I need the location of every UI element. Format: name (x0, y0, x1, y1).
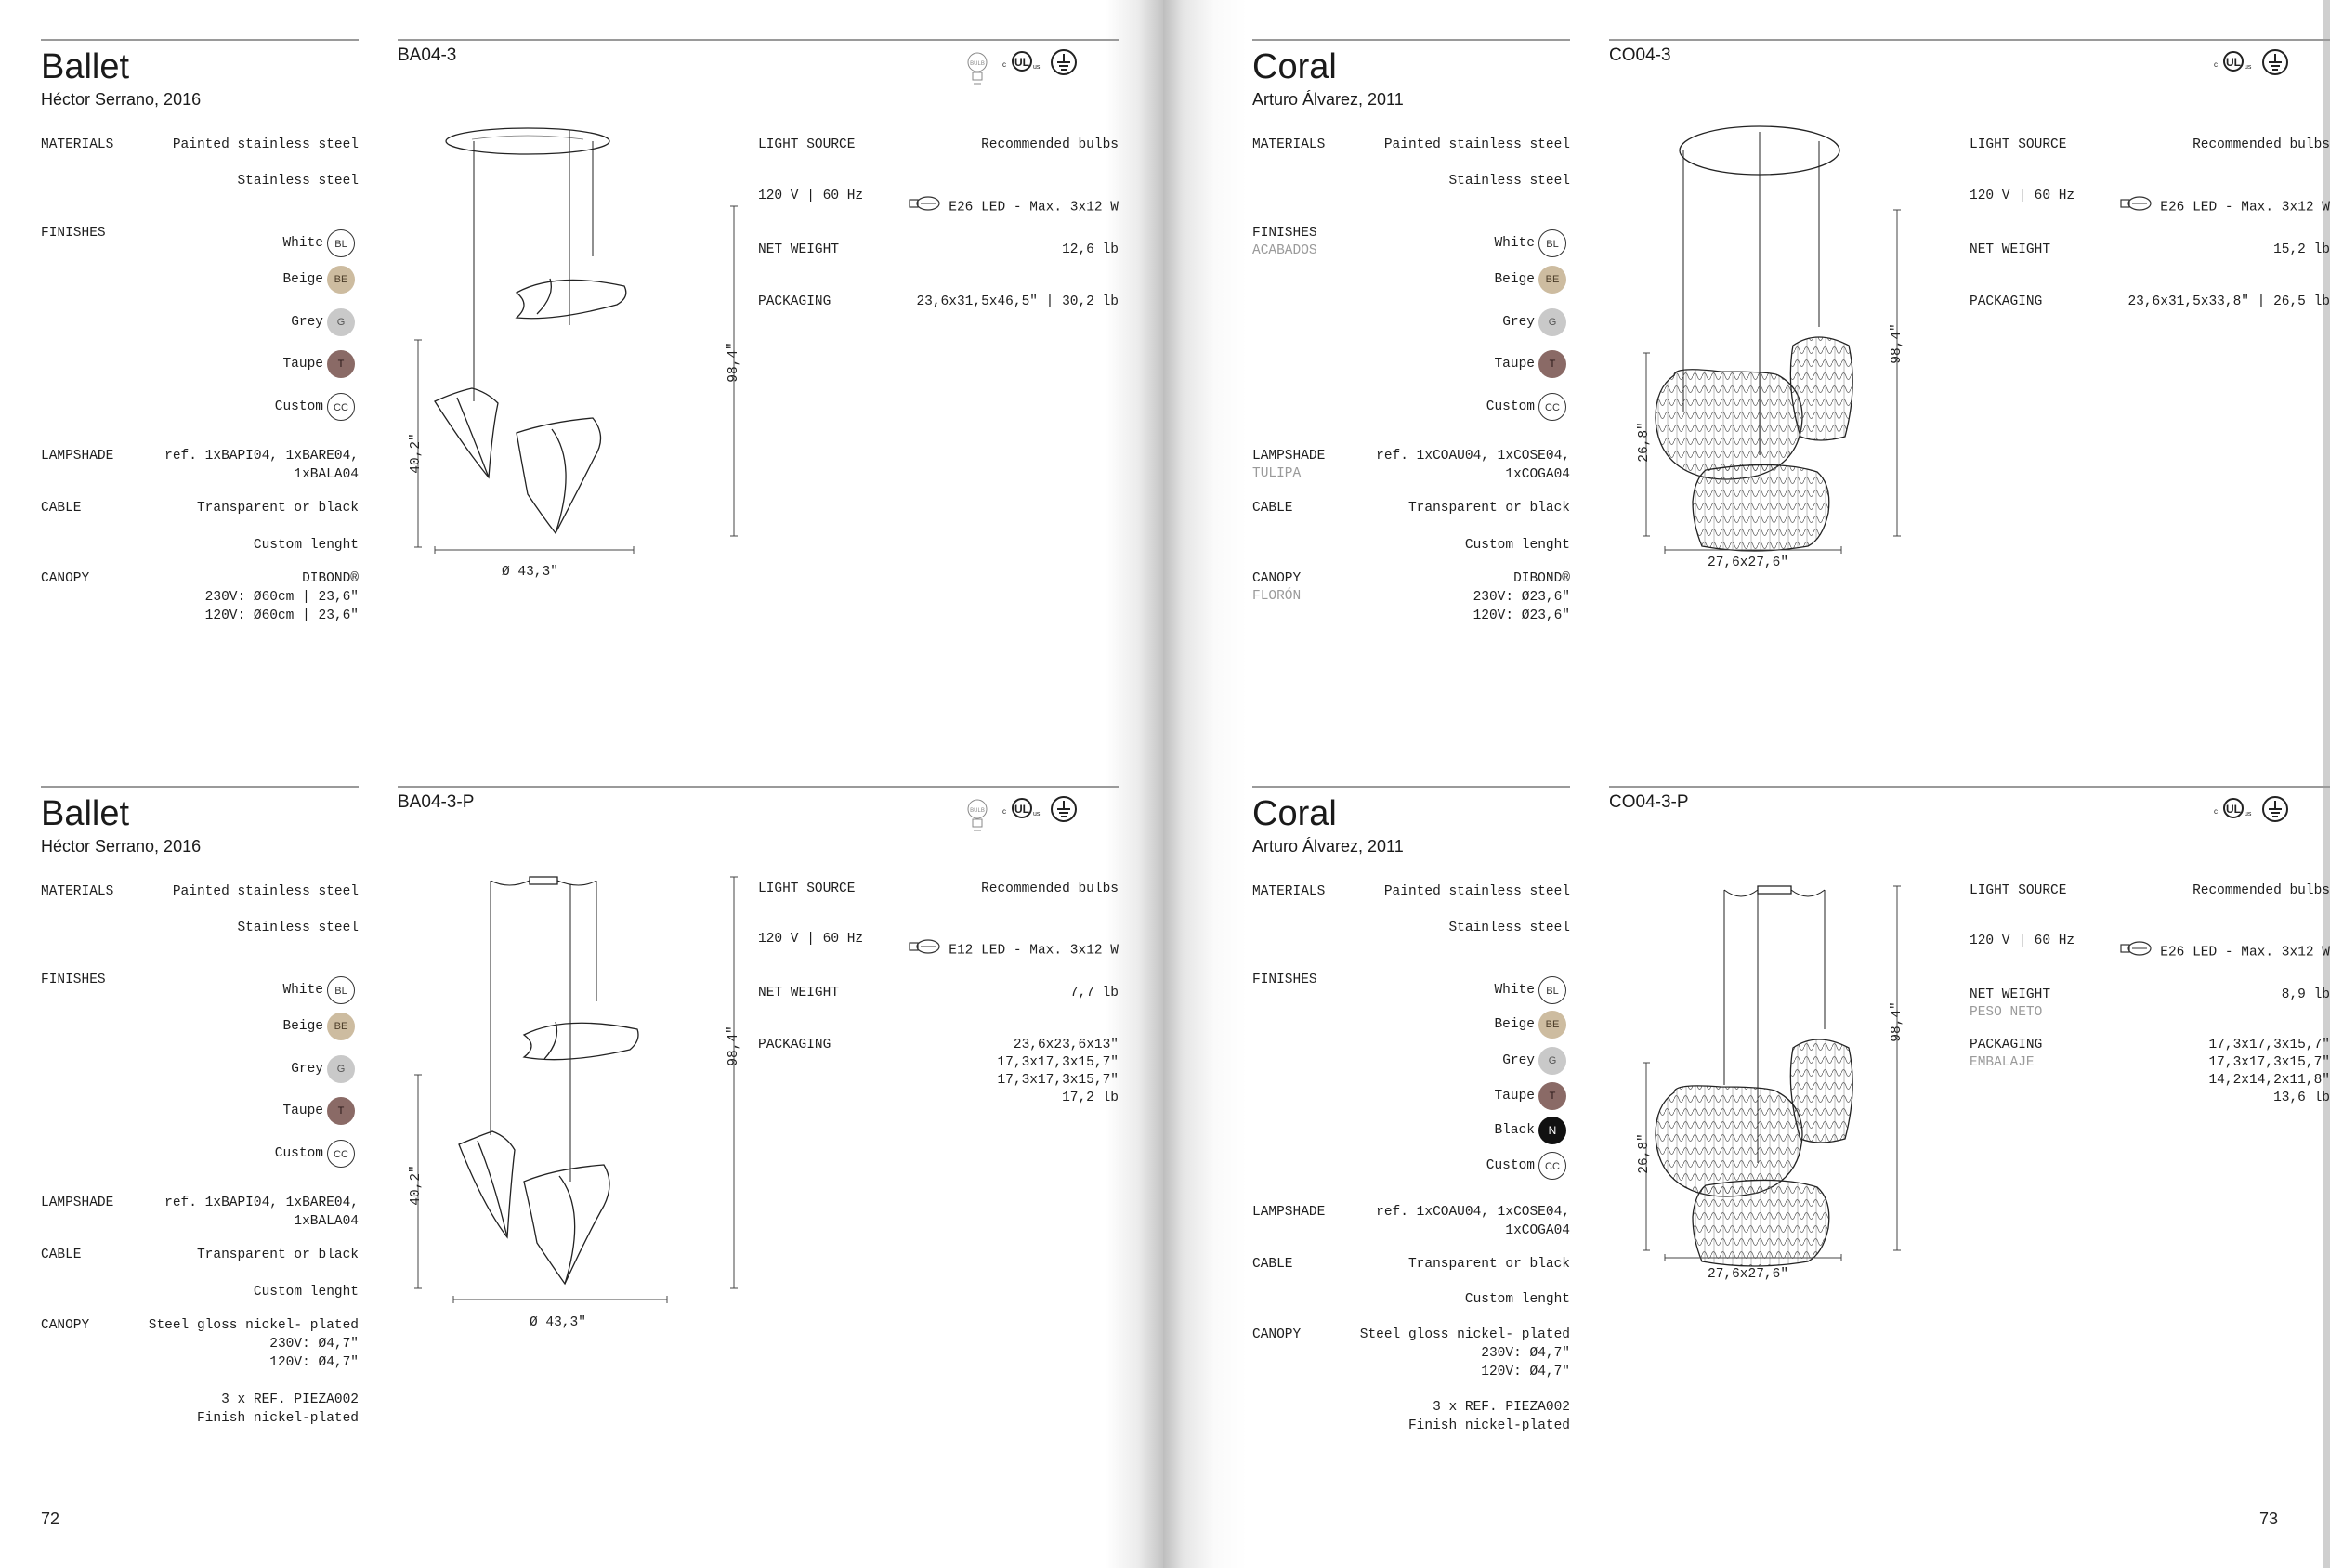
cable-value: Custom lenght (253, 1285, 359, 1300)
divider (1252, 39, 1570, 41)
materials-value: Stainless steel (237, 921, 359, 935)
light-source-value: Recommended bulbs (981, 137, 1119, 152)
finish-name: White (1494, 236, 1535, 251)
canopy-value: 230V: Ø4,7" (1481, 1346, 1570, 1361)
bulb-spec (908, 938, 1119, 961)
lampshade-value: 1xCOGA04 (1505, 467, 1570, 482)
cable-value: Custom lenght (1464, 1292, 1570, 1307)
svg-text:BULB: BULB (970, 61, 985, 67)
lampshade-value: ref. 1xCOAU04, 1xCOSE04, (1376, 1205, 1570, 1220)
dimension-height-lamp: 40,2" (408, 1165, 424, 1206)
net-weight-value: 8,9 lb (2281, 987, 2330, 1002)
lampshade-value: ref. 1xCOAU04, 1xCOSE04, (1376, 449, 1570, 464)
page-number: 72 (41, 1509, 60, 1528)
finish-name: Black (1494, 1123, 1535, 1138)
coral-pendant-drawing (1609, 123, 1962, 559)
canopy-value: Steel gloss nickel- plated (148, 1318, 359, 1333)
packaging-label: PACKAGING (1970, 1038, 2043, 1052)
dimension-width: 27,6x27,6" (1708, 555, 1789, 570)
finish-swatch-grey: G (327, 1055, 355, 1083)
svg-text:c: c (2214, 807, 2218, 816)
light-source-label: LIGHT SOURCE (1970, 883, 2067, 898)
ballet-pendant-drawing (398, 875, 751, 1312)
finishes-label: FINISHES (41, 226, 106, 241)
packaging-value: 23,6x23,6x13" 17,3x17,3x15,7" 17,3x17,3x15,7" 17,2 lb (997, 1038, 1119, 1105)
finish-name: Custom (1486, 399, 1535, 414)
bulb-spec (908, 195, 1119, 218)
dimension-height-total: 98,4" (1889, 323, 1905, 364)
product-technical-drawing (398, 123, 751, 580)
packaging-value: 23,6x31,5x33,8" | 26,5 lb (2127, 294, 2330, 309)
light-source-value: Recommended bulbs (2193, 137, 2330, 152)
dimension-height-total: 98,4" (726, 1026, 741, 1066)
svg-text:us: us (2245, 64, 2252, 71)
divider (41, 39, 359, 41)
finish-swatch-beige: BE (327, 1013, 355, 1040)
cable-label: CABLE (1252, 1257, 1293, 1272)
product-technical-drawing (1609, 123, 1962, 570)
net-weight-label: NET WEIGHT (758, 242, 840, 257)
product-name: Coral (1252, 47, 1337, 86)
voltage-label: 120 V | 60 Hz (758, 932, 864, 947)
finishes-sublabel: ACABADOS (1252, 243, 1317, 258)
finish-name: Grey (291, 1062, 323, 1077)
finish-swatch-taupe: T (1538, 1082, 1566, 1110)
net-weight-label: NET WEIGHT (1970, 242, 2051, 257)
svg-text:us: us (2245, 811, 2252, 817)
led-bulb-icon (2119, 940, 2154, 963)
product-name: Ballet (41, 794, 130, 833)
ul-listed-icon (1001, 48, 1042, 76)
cable-value: Transparent or black (1407, 501, 1570, 516)
net-weight-sublabel: PESO NETO (1970, 1005, 2043, 1020)
led-bulb-icon (908, 195, 943, 218)
finish-name: Custom (274, 1146, 323, 1161)
svg-text:BULB: BULB (970, 808, 985, 814)
extra-value: 3 x REF. PIEZA002 (1433, 1400, 1570, 1415)
canopy-value: 230V: Ø4,7" (269, 1337, 359, 1352)
svg-text:UL: UL (1014, 56, 1029, 69)
ballet-pendant-drawing (398, 123, 751, 559)
finish-swatch-custom: CC (1538, 393, 1566, 421)
lampshade-value: 1xBALA04 (294, 1214, 359, 1229)
materials-value: Stainless steel (237, 174, 359, 189)
finish-swatch-white: BL (1538, 229, 1566, 257)
finish-swatch-beige: BE (1538, 266, 1566, 294)
finish-name: Custom (1486, 1158, 1535, 1173)
ground-icon (2261, 48, 2289, 76)
divider (1609, 39, 2330, 41)
divider (1609, 786, 2330, 788)
dimension-height-total: 98,4" (1889, 1001, 1905, 1042)
packaging-label: PACKAGING (758, 294, 831, 309)
bulb-spec-text: E26 LED - Max. 3x12 W (2160, 945, 2330, 960)
finish-swatch-black: N (1538, 1117, 1566, 1144)
bulb-spec (2119, 195, 2330, 218)
led-bulb-icon (908, 938, 943, 961)
materials-value: Painted stainless steel (1383, 884, 1570, 899)
finish-swatch-custom: CC (1538, 1152, 1566, 1180)
finishes-label: FINISHES (1252, 226, 1317, 241)
bulb-spec-text: E12 LED - Max. 3x12 W (949, 943, 1119, 959)
dimension-width: Ø 43,3" (502, 565, 558, 580)
finish-name: Grey (1502, 1053, 1535, 1068)
net-weight-value: 12,6 lb (1062, 242, 1119, 257)
lampshade-value: ref. 1xBAPI04, 1xBARE04, (164, 1196, 359, 1210)
product-block-ba04-3-p (41, 786, 1119, 1520)
materials-value: Stainless steel (1448, 174, 1570, 189)
cable-value: Custom lenght (1464, 538, 1570, 553)
coral-pendant-drawing (1609, 884, 1962, 1321)
canopy-value: 230V: Ø60cm | 23,6" (204, 590, 359, 605)
bulb-included-icon (964, 795, 990, 836)
finish-name: White (282, 983, 323, 998)
packaging-label: PACKAGING (1970, 294, 2043, 309)
materials-value: Painted stainless steel (172, 137, 359, 152)
materials-value: Stainless steel (1448, 921, 1570, 935)
dimension-width: Ø 43,3" (530, 1315, 586, 1330)
led-bulb-icon (2119, 195, 2154, 218)
product-technical-drawing (398, 875, 751, 1330)
product-reference: CO04-3 (1609, 46, 1671, 65)
product-block-co04-3 (1252, 39, 2330, 773)
canopy-value: 120V: Ø4,7" (1481, 1365, 1570, 1379)
ul-listed-icon (2213, 48, 2254, 76)
canopy-value: 120V: Ø4,7" (269, 1355, 359, 1370)
catalog-page-right (1163, 0, 2330, 1568)
lampshade-label: LAMPSHADE (41, 449, 114, 464)
divider (41, 786, 359, 788)
cable-label: CABLE (1252, 501, 1293, 516)
svg-text:us: us (1033, 64, 1041, 71)
finish-swatch-taupe: T (1538, 350, 1566, 378)
svg-text:us: us (1033, 811, 1041, 817)
cable-value: Custom lenght (253, 538, 359, 553)
canopy-label: CANOPY (41, 571, 90, 586)
finish-swatch-beige: BE (1538, 1011, 1566, 1039)
ground-icon (1050, 48, 1078, 76)
finish-swatch-custom: CC (327, 393, 355, 421)
product-block-ba04-3 (41, 39, 1119, 773)
lampshade-value: 1xCOGA04 (1505, 1223, 1570, 1238)
finish-swatch-taupe: T (327, 350, 355, 378)
svg-text:c: c (2214, 60, 2218, 69)
voltage-label: 120 V | 60 Hz (758, 189, 864, 203)
net-weight-value: 7,7 lb (1069, 986, 1119, 1000)
finish-name: Beige (1494, 272, 1535, 287)
light-source-value: Recommended bulbs (981, 882, 1119, 896)
cable-label: CABLE (41, 501, 82, 516)
finish-name: Taupe (282, 1104, 323, 1118)
product-reference: BA04-3-P (398, 792, 475, 812)
finish-name: Beige (282, 1019, 323, 1034)
finish-swatch-grey: G (1538, 308, 1566, 336)
finish-name: Taupe (1494, 1089, 1535, 1104)
cable-value: Transparent or black (196, 501, 359, 516)
finish-name: Beige (1494, 1017, 1535, 1032)
svg-text:UL: UL (1014, 803, 1029, 816)
materials-value: Painted stainless steel (1383, 137, 1570, 152)
lampshade-value: 1xBALA04 (294, 467, 359, 482)
finish-name: Custom (274, 399, 323, 414)
finish-name: Taupe (1494, 357, 1535, 372)
net-weight-label: NET WEIGHT (758, 986, 840, 1000)
packaging-value: 23,6x31,5x46,5" | 30,2 lb (916, 294, 1119, 309)
svg-text:UL: UL (2226, 56, 2241, 69)
packaging-sublabel: EMBALAJE (1970, 1055, 2035, 1070)
cable-value: Transparent or black (1407, 1257, 1570, 1272)
catalog-page-left (0, 0, 1163, 1568)
canopy-value: 120V: Ø60cm | 23,6" (204, 608, 359, 623)
canopy-label: CANOPY (1252, 571, 1302, 586)
product-designer: Arturo Álvarez, 2011 (1252, 837, 1404, 856)
materials-value: Painted stainless steel (172, 884, 359, 899)
product-name: Coral (1252, 794, 1337, 833)
materials-label: MATERIALS (1252, 884, 1326, 899)
ground-icon (2261, 795, 2289, 823)
product-reference: CO04-3-P (1609, 792, 1689, 812)
finish-name: White (282, 236, 323, 251)
lampshade-value: ref. 1xBAPI04, 1xBARE04, (164, 449, 359, 464)
svg-text:c: c (1002, 807, 1006, 816)
canopy-label: CANOPY (41, 1318, 90, 1333)
finish-swatch-grey: G (327, 308, 355, 336)
light-source-label: LIGHT SOURCE (1970, 137, 2067, 152)
finish-name: Beige (282, 272, 323, 287)
finish-swatch-custom: CC (327, 1140, 355, 1168)
divider (398, 786, 1119, 788)
net-weight-label: NET WEIGHT (1970, 987, 2051, 1002)
svg-text:c: c (1002, 60, 1006, 69)
lampshade-label: LAMPSHADE (41, 1196, 114, 1210)
bulb-spec-text: E26 LED - Max. 3x12 W (949, 200, 1119, 216)
canopy-value: DIBOND® (302, 571, 359, 586)
divider (398, 39, 1119, 41)
product-designer: Héctor Serrano, 2016 (41, 90, 202, 109)
ul-listed-icon (2213, 795, 2254, 823)
finish-swatch-white: BL (327, 229, 355, 257)
dimension-height-lamp: 26,8" (1636, 422, 1652, 463)
canopy-sublabel: FLORÓN (1252, 589, 1302, 604)
extra-value: Finish nickel-plated (1407, 1418, 1570, 1433)
svg-text:UL: UL (2226, 803, 2241, 816)
product-name: Ballet (41, 47, 130, 86)
product-technical-drawing (1609, 884, 1962, 1321)
product-designer: Héctor Serrano, 2016 (41, 837, 202, 856)
product-designer: Arturo Álvarez, 2011 (1252, 90, 1404, 109)
canopy-value: 120V: Ø23,6" (1473, 608, 1570, 623)
packaging-label: PACKAGING (758, 1038, 831, 1052)
finish-swatch-white: BL (1538, 976, 1566, 1004)
ground-icon (1050, 795, 1078, 823)
materials-label: MATERIALS (41, 137, 114, 152)
finishes-label: FINISHES (1252, 973, 1317, 987)
divider (1252, 786, 1570, 788)
dimension-height-total: 98,4" (726, 342, 741, 383)
materials-label: MATERIALS (41, 884, 114, 899)
finish-swatch-grey: G (1538, 1047, 1566, 1075)
lampshade-sublabel: TULIPA (1252, 466, 1302, 481)
extra-value: 3 x REF. PIEZA002 (221, 1392, 359, 1407)
canopy-value: 230V: Ø23,6" (1473, 590, 1570, 605)
canopy-label: CANOPY (1252, 1327, 1302, 1342)
dimension-height-lamp: 40,2" (408, 433, 424, 474)
finish-name: Taupe (282, 357, 323, 372)
product-reference: BA04-3 (398, 46, 457, 65)
materials-label: MATERIALS (1252, 137, 1326, 152)
canopy-value: Steel gloss nickel- plated (1359, 1327, 1570, 1342)
voltage-label: 120 V | 60 Hz (1970, 189, 2075, 203)
packaging-value: 17,3x17,3x15,7" 17,3x17,3x15,7" 14,2x14,2x11,8" 13,6 lb (2208, 1038, 2330, 1105)
finish-name: Grey (1502, 315, 1535, 330)
extra-value: Finish nickel-plated (196, 1411, 359, 1426)
net-weight-value: 15,2 lb (2273, 242, 2330, 257)
canopy-value: DIBOND® (1513, 571, 1570, 586)
finishes-label: FINISHES (41, 973, 106, 987)
bulb-included-icon (964, 48, 990, 89)
page-number: 73 (2258, 1509, 2278, 1528)
dimension-width: 27,6x27,6" (1708, 1267, 1789, 1282)
light-source-value: Recommended bulbs (2193, 883, 2330, 898)
lampshade-label: LAMPSHADE (1252, 1205, 1326, 1220)
finish-swatch-white: BL (327, 976, 355, 1004)
cable-label: CABLE (41, 1248, 82, 1262)
finish-name: Grey (291, 315, 323, 330)
product-block-co04-3-p (1252, 786, 2330, 1520)
ul-listed-icon (1001, 795, 1042, 823)
finish-swatch-taupe: T (327, 1097, 355, 1125)
voltage-label: 120 V | 60 Hz (1970, 934, 2075, 948)
bulb-spec-text: E26 LED - Max. 3x12 W (2160, 200, 2330, 216)
lampshade-label: LAMPSHADE (1252, 449, 1326, 464)
dimension-height-lamp: 26,8" (1636, 1133, 1652, 1174)
cable-value: Transparent or black (196, 1248, 359, 1262)
bulb-spec (2119, 940, 2330, 963)
light-source-label: LIGHT SOURCE (758, 137, 856, 152)
light-source-label: LIGHT SOURCE (758, 882, 856, 896)
finish-name: White (1494, 983, 1535, 998)
finish-swatch-beige: BE (327, 266, 355, 294)
